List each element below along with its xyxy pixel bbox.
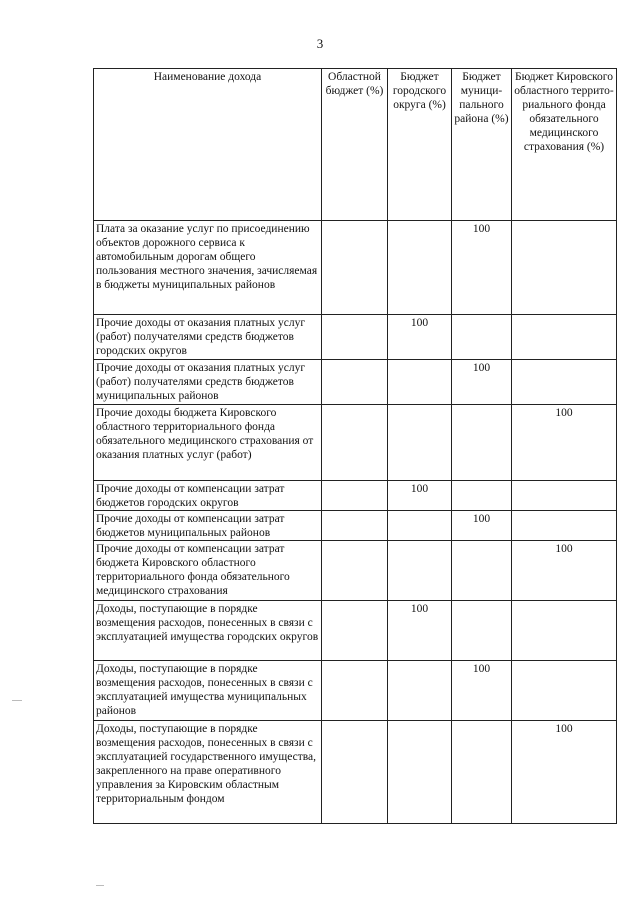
municipal-district-budget-cell xyxy=(452,721,512,824)
regional-budget-cell xyxy=(322,721,388,824)
city-district-budget-cell xyxy=(388,405,452,481)
fund-budget-cell: 100 xyxy=(512,541,617,601)
fund-budget-cell xyxy=(512,511,617,541)
scan-mark xyxy=(12,700,22,701)
city-district-budget-cell: 100 xyxy=(388,601,452,661)
regional-budget-cell xyxy=(322,511,388,541)
table-row xyxy=(94,481,617,511)
regional-budget-cell xyxy=(322,315,388,360)
header-medical-insurance-fund-budget: Бюджет Кировского областного террито-риального фонда обязательного медицинского страхования (%) xyxy=(512,69,617,221)
regional-budget-cell xyxy=(322,360,388,405)
income-name-cell: Прочие доходы от компенсации затрат бюджета Кировского областного территориального фонда обязательного медицинского страхования xyxy=(94,541,322,601)
regional-budget-cell xyxy=(322,661,388,721)
income-name-cell: Доходы, поступающие в порядке возмещения расходов, понесенных в связи с эксплуатацией имущества муниципальных районов xyxy=(94,661,322,721)
fund-budget-cell xyxy=(512,315,617,360)
regional-budget-cell xyxy=(322,221,388,315)
municipal-district-budget-cell: 100 xyxy=(452,221,512,315)
city-district-budget-cell xyxy=(388,541,452,601)
municipal-district-budget-cell xyxy=(452,601,512,661)
income-name-cell: Прочие доходы от оказания платных услуг (работ) получателями средств бюджетов городских округов xyxy=(94,315,322,360)
municipal-district-budget-cell xyxy=(452,481,512,511)
table-row xyxy=(94,221,617,315)
city-district-budget-cell xyxy=(388,661,452,721)
scan-mark xyxy=(96,885,104,886)
header-regional-budget: Областной бюджет (%) xyxy=(322,69,388,221)
income-name-cell: Доходы, поступающие в порядке возмещения расходов, понесенных в связи с эксплуатацией имущества городских округов xyxy=(94,601,322,661)
city-district-budget-cell xyxy=(388,511,452,541)
municipal-district-budget-cell xyxy=(452,541,512,601)
municipal-district-budget-cell: 100 xyxy=(452,511,512,541)
regional-budget-cell xyxy=(322,601,388,661)
header-income-name: Наименование дохода xyxy=(94,69,322,221)
header-municipal-district-budget: Бюджет муници-пального района (%) xyxy=(452,69,512,221)
table-header-row xyxy=(94,69,617,221)
municipal-district-budget-cell: 100 xyxy=(452,360,512,405)
table-row xyxy=(94,601,617,661)
income-name-cell: Плата за оказание услуг по присоединению объектов дорожного сервиса к автомобильным дорогам общего пользования местного значения, зачисляемая в бюджеты муниципальных районов xyxy=(94,221,322,315)
income-name-cell: Прочие доходы бюджета Кировского областного территориального фонда обязательного медицинского страхования от оказания платных услуг (работ) xyxy=(94,405,322,481)
regional-budget-cell xyxy=(322,405,388,481)
income-name-cell: Прочие доходы от оказания платных услуг (работ) получателями средств бюджетов муниципальных районов xyxy=(94,360,322,405)
income-name-cell: Прочие доходы от компенсации затрат бюджетов городских округов xyxy=(94,481,322,511)
page-number: 3 xyxy=(316,36,324,51)
city-district-budget-cell: 100 xyxy=(388,481,452,511)
municipal-district-budget-cell xyxy=(452,315,512,360)
regional-budget-cell xyxy=(322,541,388,601)
table-row xyxy=(94,405,617,481)
city-district-budget-cell xyxy=(388,221,452,315)
income-distribution-table xyxy=(93,68,617,824)
table-row xyxy=(94,661,617,721)
table-row xyxy=(94,511,617,541)
city-district-budget-cell xyxy=(388,360,452,405)
city-district-budget-cell xyxy=(388,721,452,824)
municipal-district-budget-cell xyxy=(452,405,512,481)
fund-budget-cell xyxy=(512,661,617,721)
table-row xyxy=(94,721,617,824)
income-name-cell: Доходы, поступающие в порядке возмещения расходов, понесенных в связи с эксплуатацией государственного имущества, закрепленного на праве оперативного управления за Кировским областным территориальным фондом xyxy=(94,721,322,824)
fund-budget-cell xyxy=(512,360,617,405)
fund-budget-cell xyxy=(512,481,617,511)
fund-budget-cell xyxy=(512,601,617,661)
municipal-district-budget-cell: 100 xyxy=(452,661,512,721)
income-name-cell: Прочие доходы от компенсации затрат бюджетов муниципальных районов xyxy=(94,511,322,541)
fund-budget-cell xyxy=(512,221,617,315)
table-row xyxy=(94,360,617,405)
fund-budget-cell: 100 xyxy=(512,405,617,481)
table-row xyxy=(94,315,617,360)
regional-budget-cell xyxy=(322,481,388,511)
table-row xyxy=(94,541,617,601)
city-district-budget-cell: 100 xyxy=(388,315,452,360)
fund-budget-cell: 100 xyxy=(512,721,617,824)
header-city-district-budget: Бюджет городского округа (%) xyxy=(388,69,452,221)
